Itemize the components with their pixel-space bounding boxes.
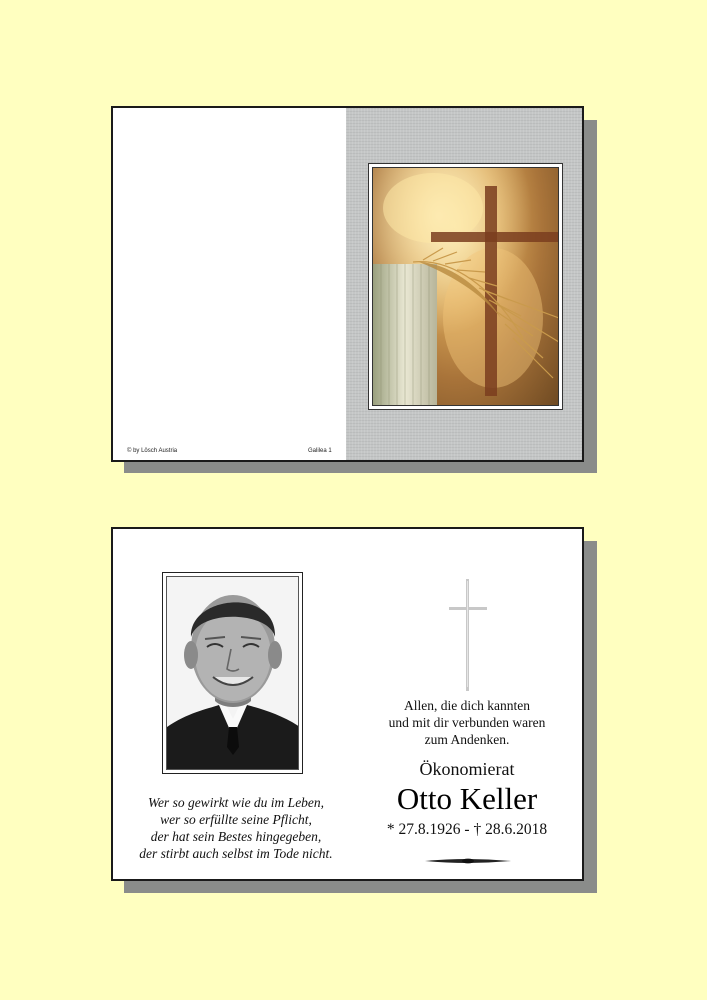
memorial-poem: [131, 794, 341, 862]
portrait-photo: [166, 576, 299, 770]
poem-line: der hat sein Bestes hingegeben,: [150, 829, 322, 844]
cross-icon: [445, 579, 491, 691]
dedication-text: [363, 697, 571, 748]
dedication-line: zum Andenken.: [424, 732, 510, 747]
deceased-name: Otto Keller: [396, 781, 538, 816]
ornament-icon: [425, 852, 511, 860]
cover-photo-frame: [368, 163, 563, 410]
poem-line: Wer so gewirkt wie du im Leben,: [147, 795, 325, 810]
honorary-title: Ökonomierat: [419, 759, 515, 779]
card-back-blank-panel: [113, 108, 346, 460]
publisher-credit: © by Lösch Austria: [127, 448, 178, 454]
poem-line: wer so erfüllte seine Pflicht,: [160, 812, 312, 827]
memorial-card-front: [111, 106, 584, 462]
life-dates: * 27.8.1926 - † 28.6.2018: [386, 821, 548, 838]
dedication-line: und mit dir verbunden waren: [388, 715, 546, 730]
cross-book-wheat-photo: [372, 167, 559, 406]
poem-line: der stirbt auch selbst im Tode nicht.: [139, 846, 333, 861]
memorial-card-inside: [111, 527, 584, 881]
portrait-frame: [162, 572, 303, 774]
dedication-line: Allen, die dich kannten: [404, 698, 530, 713]
card-cover-panel: [346, 108, 582, 460]
design-code: Galilea 1: [308, 448, 332, 454]
